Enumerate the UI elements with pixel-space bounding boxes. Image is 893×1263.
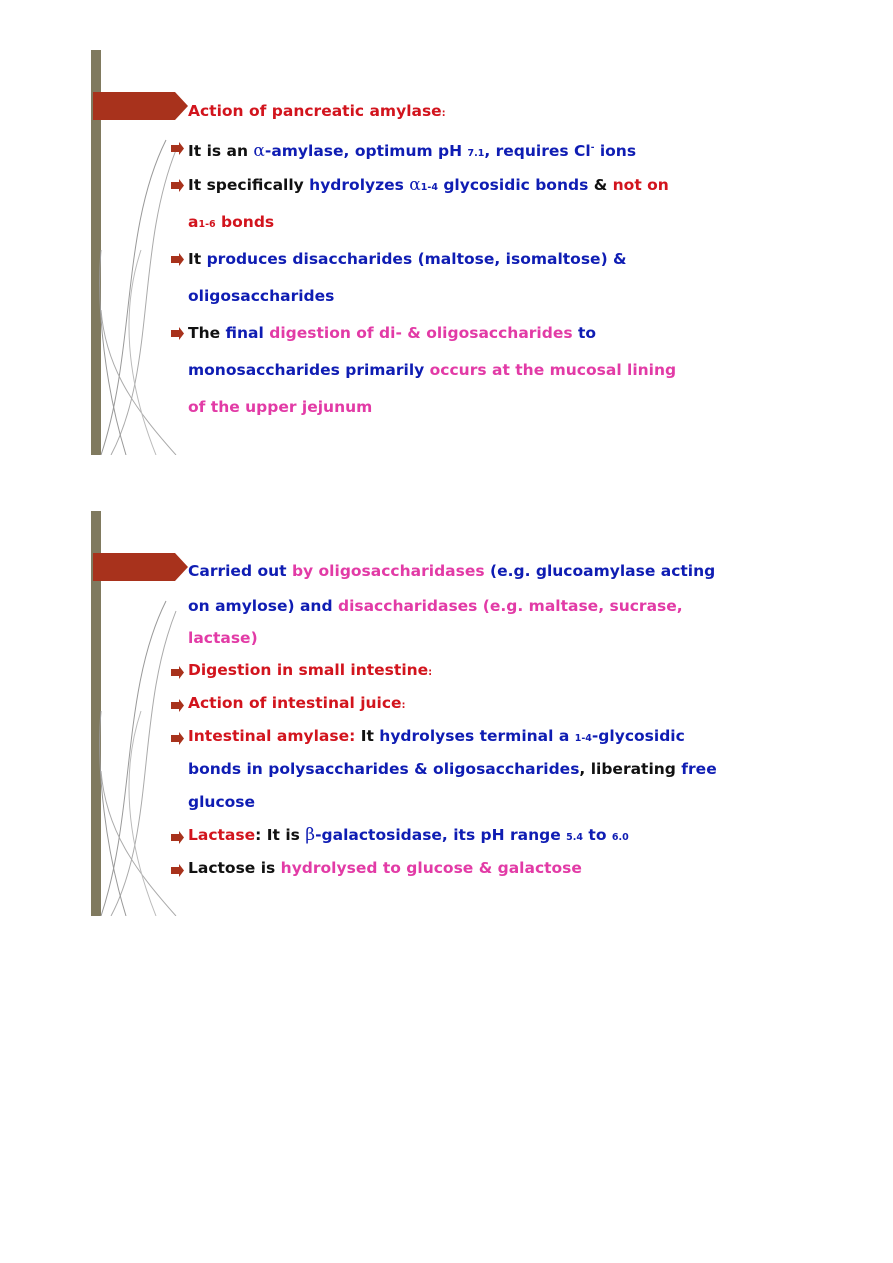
arrow-bullet-icon <box>170 654 186 691</box>
list-item: The final digestion of di- & oligosaccharides to <box>170 315 810 352</box>
list-item-continuation: Carried out by oligosaccharidases (e.g. glucoamylase acting <box>188 562 716 580</box>
arrow-bullet-icon <box>170 687 186 724</box>
list-item-continuation: of the upper jejunum <box>188 398 373 416</box>
arrow-bullet-icon <box>170 720 186 757</box>
list-item-continuation: lactase) <box>188 629 258 647</box>
list-item-continuation: monosaccharides primarily occurs at the mucosal lining <box>188 361 677 379</box>
arrow-bullet-icon <box>170 852 186 889</box>
list-item-continuation: glucose <box>188 793 256 811</box>
arrow-bullet-icon <box>170 819 186 856</box>
list-item-continuation: a1-6 bonds <box>188 213 275 231</box>
arrow-bullet-icon <box>170 167 186 204</box>
list-item: It is an α-amylase, optimum pH 7.1, requires Cl- ions <box>170 130 810 167</box>
slide-pancreatic-amylase <box>0 50 893 455</box>
arrow-bullet-icon <box>170 130 186 167</box>
slide1-title: Action of pancreatic amylase: <box>188 102 446 120</box>
arrow-bullet-icon <box>170 315 186 352</box>
slide1-content <box>170 93 810 426</box>
list-item-continuation: bonds in polysaccharides & oligosaccharides, liberating free <box>188 760 717 778</box>
list-item-continuation: oligosaccharides <box>188 287 335 305</box>
list-item: Lactase: It is β-galactosidase, its pH range 5.4 to 6.0 <box>170 819 810 852</box>
list-item: Lactose is hydrolysed to glucose & galactose <box>170 852 810 885</box>
list-item: Intestinal amylase: It hydrolyses terminal a 1-4-glycosidic <box>170 720 810 753</box>
list-item: Action of intestinal juice: <box>170 687 810 720</box>
list-item: It specifically hydrolyzes α1-4 glycosidic bonds & not on <box>170 167 810 204</box>
list-item: Digestion in small intestine: <box>170 654 810 687</box>
slide2-content <box>170 553 810 885</box>
slide-intestinal-digestion <box>0 511 893 916</box>
arrow-bullet-icon <box>170 241 186 278</box>
list-item: It produces disaccharides (maltose, isomaltose) & <box>170 241 810 278</box>
list-item-continuation: on amylose) and disaccharidases (e.g. maltase, sucrase, <box>188 597 683 615</box>
